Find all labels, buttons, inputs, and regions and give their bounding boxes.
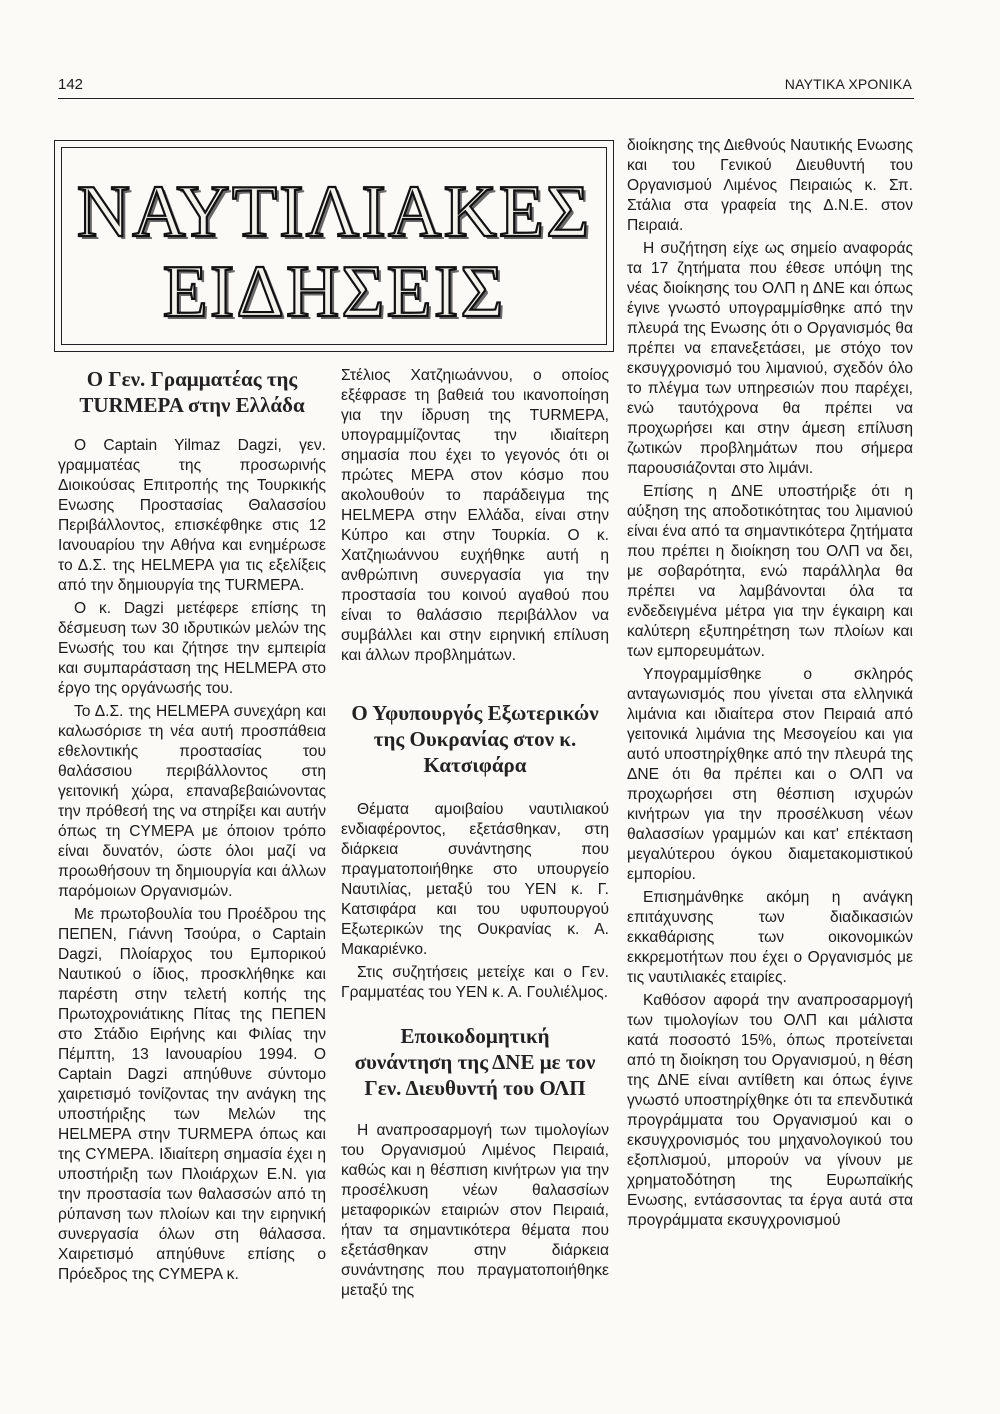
page-number: 142 <box>58 76 84 93</box>
article-3-paragraph: Υπογραμμίσθηκε ο σκληρός ανταγωνισμός που γίνεται στα ελληνικά λιμάνια και ιδιαίτερα στον Πειραιά από γειτονικά λιμάνια της Μεσογείου και για αυτό υποστηρίχθηκε από την πλευρά της ΔΝΕ ότι θα πρέπει και ο ΟΛΠ να προχωρήσει στη θέσπιση ισχυρών κινήτρων για την προσέλκυση νέων θαλασσίων γραμμών και κατ' επέκταση μεγαλύτερου όγκου διαμετακομιστικού εμπορίου. <box>627 666 913 883</box>
article-3-title: Εποικοδομητική συνάντηση της ΔΝΕ με τον Γεν. Διευθυντή του ΟΛΠ <box>354 1024 596 1100</box>
article-3-paragraph: Επισημάνθηκε ακόμη η ανάγκη επιτάχυνσης των διαδικασιών εκκαθάρισης των οικονομικών εκκρεμοτήτων που έχει ο Οργανισμός με τις ναυτιλιακές εταιρίες. <box>627 889 913 986</box>
article-1-title: Ο Γεν. Γραμματέας της TURMEPA στην Ελλάδα <box>79 367 305 417</box>
article-1-paragraph-continued: Στέλιος Χατζηιωάννου, ο οποίος εξέφρασε τη βαθειά του ικανοποίηση για την ίδρυση της TURMEPA, υπογραμμίζοντας την ιδιαίτερη σημασία που έχει το γεγονός ότι οι πρώτες MEPA στον κόσμο που ακολουθούν το παράδειγμα της HELMEPA στην Ελλάδα, είναι στην Κύπρο και στην Τουρκία. Ο κ. Χατζηιωάννου ευχήθηκε αυτή η ανθρώπινη συνεργασία για την προστασία του κοινού αγαθού που είναι το θαλάσσιο περιβάλλον να συμβάλλει και στην ειρηνική επίλυση και άλλων προβλημάτων. <box>341 367 609 664</box>
article-3-paragraph: Επίσης η ΔΝΕ υποστήριξε ότι η αύξηση της αποδοτικότητας του λιμανιού είναι ένα από τα σημαντικότερα ζητήματα που πρέπει η διοίκηση του ΟΛΠ να δει, με σοβαρότητα, ενώ παράλληλα θα πρέπει να λαμβάνονται όλα τα ενδεδειγμένα μέτρα για την έγκαιρη και καλύτερη εξυπηρέτηση των πλοίων και των εμπορευμάτων. <box>627 483 913 660</box>
column-1 <box>58 366 326 1288</box>
article-2-paragraph: Στις συζητήσεις μετείχε και ο Γεν. Γραμματέας του ΥΕΝ κ. Α. Γουλιέλμος. <box>341 964 609 1001</box>
section-banner <box>54 140 614 352</box>
page-header <box>58 72 914 99</box>
column-3 <box>627 136 913 1234</box>
banner-inner-frame <box>61 147 607 345</box>
article-1-paragraph: Ο κ. Dagzi μετέφερε επίσης τη δέσμευση των 30 ιδρυτικών μελών της Ενωσής του και ζήτησε την εμπειρία και συμπαράσταση της HELMEPA στο έργο της οργάνωσής του. <box>58 600 326 697</box>
article-1-paragraph: Το Δ.Σ. της HELMEPA συνεχάρη και καλωσόρισε τη νέα αυτή προσπάθεια εθελοντικής προστασίας του θαλάσσιου περιβάλλοντος στη γειτονική χώρα, επαναβεβαιώνοντας την πρόθεσή της να στηρίξει και αυτήν όπως τη CYMEPA με όποιον τρόπο είναι δυνατόν, ώστε όλοι μαζί να προωθήσουν τη δημιουργία και άλλων παρόμοιων Οργανισμών. <box>58 703 326 900</box>
article-1-paragraph: Με πρωτοβουλία του Προέδρου της ΠΕΠΕΝ, Γιάννη Τσούρα, ο Captain Dagzi, Πλοίαρχος του Εμπορικού Ναυτικού ο ίδιος, προσκλήθηκε και παρέστη στην τελετή κοπής της Πρωτοχρονιάτικης Πίτας της ΠΕΠΕΝ στο Στάδιο Ειρήνης και Φιλίας την Πέμπτη, 13 Ιανουαρίου 1994. Ο Captain Dagzi απηύθυνε σύντομο χαιρετισμό τονίζοντας την ανάγκη της υποστήριξης των Μελών της HELMEPA στην TURMEPA όπως και της CYMEPA. Ιδιαίτερη σημασία έχει η υποστήριξη των Πλοιάρχων Ε.Ν. για την προστασία των θαλασσών από τη ρύπανση των πλοίων και την ειρηνική συνεργασία όλων στη θάλασσα. Χαιρετισμό απηύθυνε επίσης ο Πρόεδρος της CYMEPA κ. <box>58 906 326 1283</box>
banner-title-line-2: ΕΙΔΗΣΕΙΣ <box>162 251 506 333</box>
journal-title: ΝΑΥΤΙΚΑ ΧΡΟΝΙΚΑ <box>784 76 912 92</box>
article-3-paragraph: Η συζήτηση είχε ως σημείο αναφοράς τα 17 ζητήματα που έθεσε υπόψη της νέας διοίκησης του ΟΛΠ η ΔΝΕ και όπως έγινε γνωστό υπογραμμίσθηκε από την πλευρά της Ενωσης ότι ο Οργανισμός θα πρέπει να επανεξετάσει, με στόχο τον εκσυγχρονισμό του λιμανιού, σχεδόν όλο το πλέγμα των υπηρεσιών που παρέχει, ενώ ταυτόχρονα θα πρέπει να προχωρήσει και στην άμεση επίλυση ζωτικών προβλημάτων που σήμερα παρουσιάζονται στο λιμάνι. <box>627 240 913 477</box>
column-2 <box>341 366 609 1304</box>
article-3-paragraph-continued: διοίκησης της Διεθνούς Ναυτικής Ενωσης και του Γενικού Διευθυντή του Οργανισμού Λιμένος Πειραιώς κ. Σπ. Στάλια στα γραφεία της Δ.Ν.Ε. στον Πειραιά. <box>627 137 913 234</box>
article-1-paragraph: Ο Captain Yilmaz Dagzi, γεν. γραμματέας της προσωρινής Διοικούσας Επιτροπής της Τουρκικής Ενωσης Προστασίας Θαλασσίου Περιβάλλοντος, επισκέφθηκε στις 12 Ιανουαρίου την Αθήνα και ενημέρωσε το Δ.Σ. της HELMEPA για τις εξελίξεις από την δημιουργία της TURMEPA. <box>58 437 326 594</box>
article-3-paragraph: Η αναπροσαρμογή των τιμολογίων του Οργανισμού Λιμένος Πειραιά, καθώς και η θέσπιση κινήτρων για την προσέλκυση νέων θαλασσίων μεταφορικών εταιριών στον Πειραιά, ήταν τα σημαντικότερα θέματα που εξετάσθηκαν στην διάρκεια συνάντησης που πραγματοποιήθηκε μεταξύ της <box>341 1122 609 1299</box>
article-2-paragraph: Θέματα αμοιβαίου ναυτιλιακού ενδιαφέροντος, εξετάσθηκαν, στη διάρκεια συνάντησης που πραγματοποιήθηκε στο υπουργείο Ναυτιλίας, μεταξύ του ΥΕΝ κ. Γ. Κατσιφάρα και του υφυπουργού Εξωτερικών της Ουκρανίας κ. Α. Μακαριένκο. <box>341 801 609 958</box>
article-2-title: Ο Υφυπουργός Εξωτερικών της Ουκρανίας στον κ. Κατσιφάρα <box>351 701 599 777</box>
article-3-paragraph: Καθόσον αφορά την αναπροσαρμογή των τιμολογίων του ΟΛΠ και μάλιστα κατά ποσοστό 15%, όπως προτείνεται από τη διοίκηση του Οργανισμού, η θέση της ΔΝΕ είναι αντίθετη και όπως έγινε γνωστό υποστηρίχθηκε ότι τα επενδυτικά προγράμματα του Οργανισμού και ο εκσυγχρονισμός του μηχανολογικού του εξοπλισμού, μπορούν να γίνουν με χρηματοδότηση της Ευρωπαϊκής Ενωσης, εντάσσοντας τα έργα αυτά στα προγράμματα εκσυγχρονισμού <box>627 992 913 1229</box>
banner-title-line-1: ΝΑΥΤΙΛΙΑΚΕΣ <box>76 171 592 253</box>
